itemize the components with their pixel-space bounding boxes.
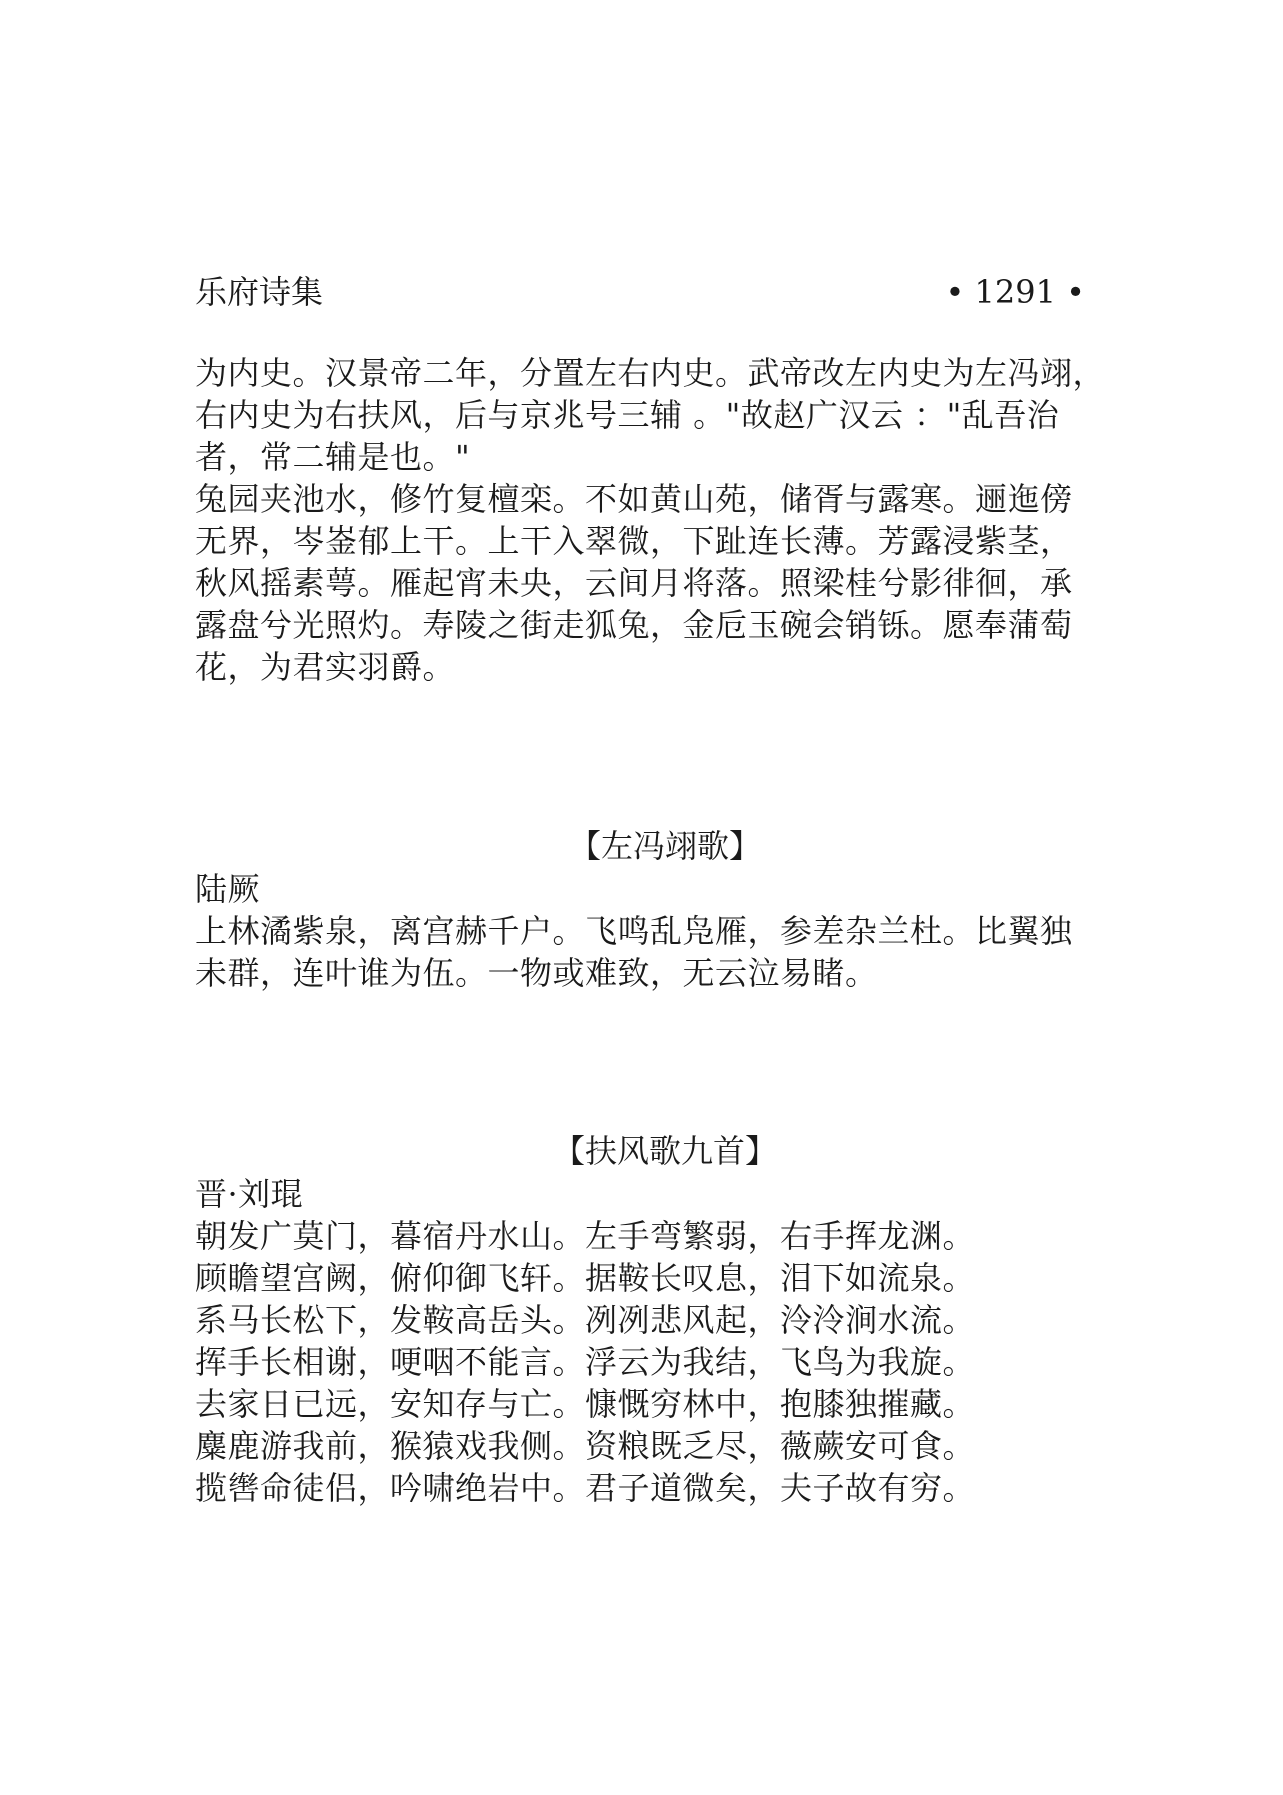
text-line: 揽辔命徒侣，吟啸绝岩中。君子道微矣，夫子故有穷。 xyxy=(195,1469,976,1507)
text-line: 兔园夹池水，修竹复檀栾。不如黄山苑，储胥与露寒。逦迤傍 xyxy=(195,480,1073,518)
text-line: 无界，岑崟郁上干。上干入翠微，下趾连长薄。芳露浸紫茎， xyxy=(195,522,1073,560)
text-line: 为内史。汉景帝二年，分置左右内史。武帝改左内史为左冯翊， xyxy=(195,354,1106,392)
text-line: 顾瞻望宫阙，俯仰御飞轩。据鞍长叹息，泪下如流泉。 xyxy=(195,1259,976,1297)
text-line: 去家日已远，安知存与亡。慷慨穷林中，抱膝独摧藏。 xyxy=(195,1385,976,1423)
section-body-zuofengyi xyxy=(195,868,1085,994)
section-body-fufengge xyxy=(195,1173,1085,1509)
page-number: • 1291 • xyxy=(945,273,1085,311)
text-line: 未群，连叶谁为伍。一物或难致，无云泣易睹。 xyxy=(195,954,878,992)
text-line: 右内史为右扶风，后与京兆号三辅 。"故赵广汉云 ："乱吾治 xyxy=(195,396,1060,434)
text-line: 朝发广莫门，暮宿丹水山。左手弯繁弱，右手挥龙渊。 xyxy=(195,1217,976,1255)
page-header xyxy=(195,268,1085,316)
text-line: 系马长松下，发鞍高岳头。冽冽悲风起，泠泠涧水流。 xyxy=(195,1301,976,1339)
document-page xyxy=(195,0,1106,1795)
text-line: 露盘兮光照灼。寿陵之街走狐兔，金卮玉碗会销铄。愿奉蒲萄 xyxy=(195,606,1073,644)
author-line: 陆厥 xyxy=(195,870,261,908)
section-title-fufengge: 【扶风歌九首】 xyxy=(552,1132,777,1170)
section-title-zuofengyi: 【左冯翊歌】 xyxy=(568,827,761,865)
text-line: 花，为君实羽爵。 xyxy=(195,648,456,686)
text-line: 者，常二辅是也。" xyxy=(195,438,471,476)
text-line: 挥手长相谢，哽咽不能言。浮云为我结，飞鸟为我旋。 xyxy=(195,1343,976,1381)
intro-paragraph xyxy=(195,352,1106,688)
book-title: 乐府诗集 xyxy=(195,273,324,311)
text-line: 麋鹿游我前，猴猿戏我侧。资粮既乏尽，薇蕨安可食。 xyxy=(195,1427,976,1465)
author-line: 晋·刘琨 xyxy=(195,1175,304,1213)
text-line: 上林潏紫泉，离宫赫千户。飞鸣乱凫雁，参差杂兰杜。比翼独 xyxy=(195,912,1073,950)
text-line: 秋风摇素萼。雁起宵未央，云间月将落。照梁桂兮影徘徊，承 xyxy=(195,564,1073,602)
